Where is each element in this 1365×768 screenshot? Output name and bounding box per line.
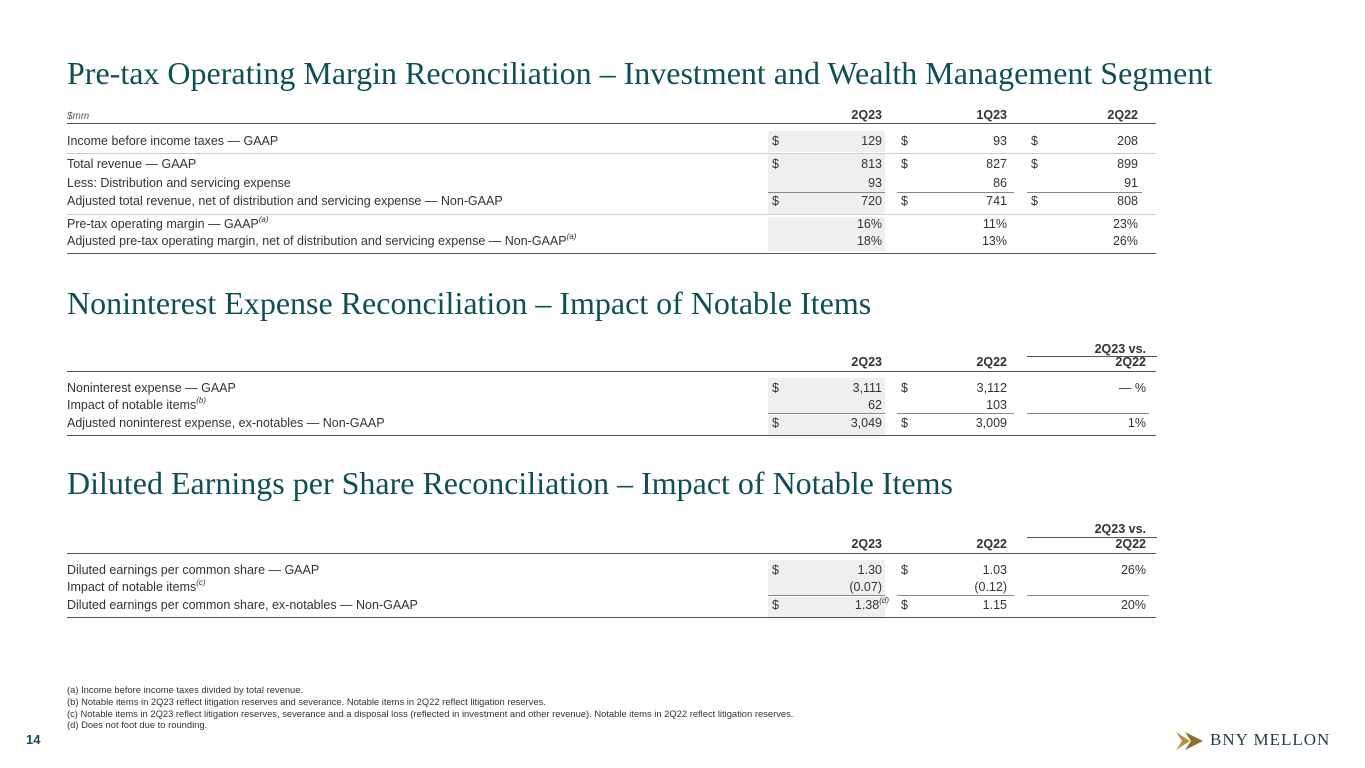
footnote-ref: (a) bbox=[566, 232, 577, 241]
value-2q23: 1.30 bbox=[857, 563, 882, 577]
row-label bbox=[67, 396, 206, 414]
row-label-text: Pre-tax operating margin — GAAP bbox=[67, 217, 259, 231]
value-2q23: 93 bbox=[868, 176, 882, 190]
row-label-text: Impact of notable items bbox=[67, 580, 197, 594]
currency-symbol: $ bbox=[772, 416, 779, 430]
value-2q23: 16% bbox=[856, 217, 882, 231]
value-2q22: 1.15 bbox=[982, 598, 1007, 612]
value-2q22: 23% bbox=[1112, 217, 1138, 231]
value-2q22: 103 bbox=[986, 398, 1007, 412]
header-rule bbox=[67, 371, 1156, 372]
value-1q23: 93 bbox=[993, 134, 1007, 148]
row-divider bbox=[67, 153, 1156, 154]
currency-symbol: $ bbox=[901, 157, 908, 171]
table-bottom-rule bbox=[67, 435, 1156, 436]
row-label-text: Adjusted pre-tax operating margin, net of distribution and servicing expense — Non-GAAP bbox=[67, 234, 567, 248]
currency-symbol: $ bbox=[901, 134, 908, 148]
currency-symbol: $ bbox=[901, 416, 908, 430]
unit-label: $mm bbox=[67, 111, 90, 122]
value-2q22: 899 bbox=[1117, 157, 1138, 171]
row-label: Noninterest expense — GAAP bbox=[67, 381, 236, 395]
row-label: Income before income taxes — GAAP bbox=[67, 134, 279, 148]
value-2q23: 813 bbox=[861, 157, 882, 171]
value-2q22: 808 bbox=[1117, 194, 1138, 208]
value-2q23: 18% bbox=[856, 234, 882, 248]
footnote-ref: (d) bbox=[879, 596, 889, 605]
row-label bbox=[67, 578, 206, 596]
value-2q22: 26% bbox=[1112, 234, 1138, 248]
row-label-text: Impact of notable items bbox=[67, 398, 197, 412]
currency-symbol: $ bbox=[901, 563, 908, 577]
footnote-ref: (a) bbox=[258, 215, 269, 224]
value-2q22: 3,009 bbox=[975, 416, 1007, 430]
currency-symbol: $ bbox=[772, 381, 779, 395]
value-2q23: 3,049 bbox=[850, 416, 882, 430]
currency-symbol: $ bbox=[1031, 194, 1038, 208]
bny-mellon-logo bbox=[1176, 729, 1336, 753]
footnote-ref: (b) bbox=[196, 396, 207, 405]
value-2q22: 91 bbox=[1124, 176, 1138, 190]
row-label: Adjusted noninterest expense, ex-notables — Non-GAAP bbox=[67, 416, 385, 430]
row-label: Adjusted total revenue, net of distribution and servicing expense — Non-GAAP bbox=[67, 194, 503, 208]
value-2q23: 720 bbox=[861, 194, 882, 208]
table-bottom-rule bbox=[67, 617, 1156, 618]
currency-symbol: $ bbox=[772, 563, 779, 577]
bny-mellon-logo-icon bbox=[1176, 731, 1204, 751]
currency-symbol: $ bbox=[1031, 134, 1038, 148]
currency-symbol: $ bbox=[772, 598, 779, 612]
value-2q23: 129 bbox=[861, 134, 882, 148]
currency-symbol: $ bbox=[901, 194, 908, 208]
row-label bbox=[67, 215, 269, 233]
row-label: Diluted earnings per common share, ex-notables — Non-GAAP bbox=[67, 598, 418, 612]
footnote-ref: (c) bbox=[196, 578, 206, 587]
currency-symbol: $ bbox=[772, 134, 779, 148]
value-text: 1.38 bbox=[854, 598, 880, 612]
value-1q23: 741 bbox=[986, 194, 1007, 208]
footnote: (d) Does not foot due to rounding. bbox=[67, 719, 208, 730]
page-number: 14 bbox=[26, 732, 41, 747]
footnote: (a) Income before income taxes divided by total revenue. bbox=[67, 684, 304, 695]
row-label: Less: Distribution and servicing expense bbox=[67, 176, 291, 190]
table-bottom-rule bbox=[67, 253, 1156, 254]
value-1q23: 827 bbox=[986, 157, 1007, 171]
column-header-2q22: 2Q22 bbox=[1107, 108, 1138, 122]
section-title-pretax-margin: Pre-tax Operating Margin Reconciliation – Investment and Wealth Management Segment bbox=[67, 55, 1213, 91]
currency-symbol: $ bbox=[901, 381, 908, 395]
value-1q23: 11% bbox=[982, 217, 1007, 231]
footnote: (c) Notable items in 2Q23 reflect litigation reserves, severance and a disposal loss (reflected in investment and other revenue). Notable items in 2Q22 reflect litigation reserves. bbox=[67, 708, 794, 719]
currency-symbol: $ bbox=[772, 194, 779, 208]
currency-symbol: $ bbox=[901, 598, 908, 612]
column-header-1q23: 1Q23 bbox=[976, 108, 1007, 122]
value-1q23: 86 bbox=[993, 176, 1007, 190]
footnote: (b) Notable items in 2Q23 reflect litigation reserves and severance. Notable items in 2Q22 reflect litigation reserves. bbox=[67, 696, 546, 707]
column-header-2q23: 2Q23 bbox=[851, 355, 882, 369]
vs-header-bottom: 2Q22 bbox=[1115, 355, 1146, 369]
section-title-noninterest-expense: Noninterest Expense Reconciliation – Impact of Notable Items bbox=[67, 285, 872, 321]
row-label: Total revenue — GAAP bbox=[67, 157, 197, 171]
section-title-diluted-eps: Diluted Earnings per Share Reconciliation – Impact of Notable Items bbox=[67, 465, 953, 501]
row-label: Diluted earnings per common share — GAAP bbox=[67, 563, 320, 577]
column-header-2q22: 2Q22 bbox=[976, 355, 1007, 369]
column-header-2q23: 2Q23 bbox=[851, 108, 882, 122]
header-rule bbox=[67, 123, 1156, 124]
header-rule bbox=[67, 553, 1156, 554]
value-vs: 26% bbox=[1120, 563, 1146, 577]
value-2q22: 1.03 bbox=[982, 563, 1007, 577]
value-vs: 20% bbox=[1120, 598, 1146, 612]
value-2q22: 208 bbox=[1117, 134, 1138, 148]
vs-header-top: 2Q23 vs. bbox=[1094, 522, 1146, 536]
value-2q22: 3,112 bbox=[976, 381, 1007, 395]
logo-text: BNY MELLON bbox=[1210, 730, 1331, 749]
value-2q23: 62 bbox=[868, 398, 882, 412]
vs-header-bottom: 2Q22 bbox=[1115, 537, 1146, 551]
value-vs: 1% bbox=[1127, 416, 1146, 430]
currency-symbol: $ bbox=[1031, 157, 1038, 171]
value-vs: — % bbox=[1118, 381, 1146, 395]
column-header-2q22: 2Q22 bbox=[976, 537, 1007, 551]
column-header-2q23: 2Q23 bbox=[851, 537, 882, 551]
row-label bbox=[67, 232, 576, 250]
value-2q23: 3,111 bbox=[852, 381, 882, 395]
value-2q23 bbox=[790, 596, 889, 614]
vs-header-top: 2Q23 vs. bbox=[1094, 342, 1146, 356]
currency-symbol: $ bbox=[772, 157, 779, 171]
value-2q22: (0.12) bbox=[974, 580, 1007, 594]
value-1q23: 13% bbox=[981, 234, 1007, 248]
value-2q23: (0.07) bbox=[849, 580, 882, 594]
